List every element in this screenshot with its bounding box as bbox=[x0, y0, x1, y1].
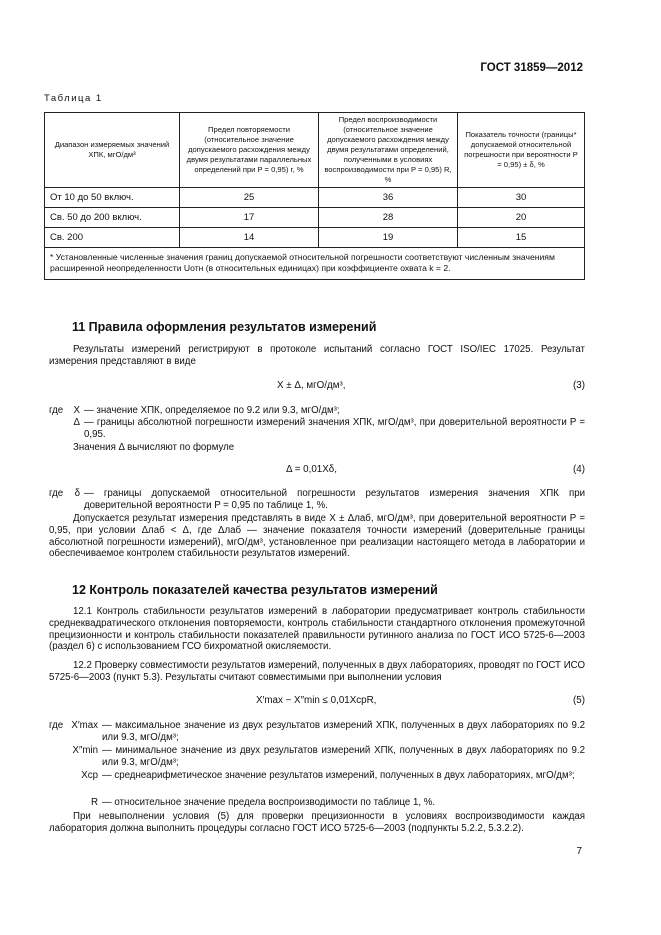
cell-range: Св. 200 bbox=[45, 228, 180, 248]
cell-delta: 30 bbox=[458, 188, 585, 208]
cell-r: 14 bbox=[180, 228, 319, 248]
table-header-row bbox=[45, 113, 585, 188]
table-caption: Таблица 1 bbox=[44, 93, 103, 104]
section-12-title: 12 Контроль показателей качества результатов измерений bbox=[72, 583, 438, 597]
table-footnote-row bbox=[45, 248, 585, 280]
standard-header: ГОСТ 31859—2012 bbox=[480, 62, 583, 74]
where-label: где bbox=[49, 405, 64, 416]
symbol-xavg: Xср bbox=[81, 770, 98, 781]
table-row bbox=[45, 208, 585, 228]
symbol-delta: Δ bbox=[73, 417, 80, 428]
symbol-x: X bbox=[73, 405, 80, 416]
symbol-r: R bbox=[91, 797, 98, 808]
symbol-xmax: X′max bbox=[71, 720, 98, 731]
paragraph: 12.2 Проверку совместимости результатов измерений, полученных в двух лабораториях, проводят по ГОСТ ИСО 5725-6—2003 (пункт 5.3). Результаты считают совместимыми при выполнении условия bbox=[49, 660, 585, 683]
cell-range: Св. 50 до 200 включ. bbox=[45, 208, 180, 228]
formula-3: X ± Δ, мгО/дм³, bbox=[277, 380, 346, 391]
paragraph: Допускается результат измерения представлять в виде X ± Δлаб, мгО/дм³, при доверительной вероятности P = 0,95, при условии Δлаб < Δ, где Δлаб — значение показателя точности измерений (доверительные границы абсолютной погрешности измерений), мгО/дм³, установленное при реализации настоящего метода в лаборатории и обеспечиваемое контролем стабильности результатов измерений. bbox=[49, 513, 585, 560]
definition-xavg: — среднеарифметическое значение результатов измерений, полученных в двух лабораториях, мгО/дм³; bbox=[102, 770, 575, 781]
formula-4-number: (4) bbox=[573, 464, 585, 475]
definition-r: — относительное значение предела воспроизводимости по таблице 1, %. bbox=[102, 797, 436, 808]
cell-R: 36 bbox=[319, 188, 458, 208]
section-11-title: 11 Правила оформления результатов измерений bbox=[72, 320, 377, 334]
symbol-xmin: X″min bbox=[72, 745, 98, 756]
header-accuracy: Показатель точности (границы* допускаемой относительной погрешности при вероятности P = 0,95) ± δ, % bbox=[458, 113, 585, 188]
cell-range: От 10 до 50 включ. bbox=[45, 188, 180, 208]
paragraph: 12.1 Контроль стабильности результатов измерений в лаборатории предусматривает контроль стабильности среднеквадратического отклонения повторяемости, контроль стабильности стандартного отклонения промежуточной прецизионности и контроль стабильности показателей правильности рутинного анализа по ГОСТ ИСО 5725-6—2003 (раздел 6) с использованием ГСО бихроматной окисляемости. bbox=[49, 606, 585, 653]
cell-delta: 20 bbox=[458, 208, 585, 228]
formula-5: X′max − X″min ≤ 0,01XсрR, bbox=[256, 695, 377, 706]
symbol-delta-small: δ bbox=[74, 488, 80, 499]
table-row bbox=[45, 188, 585, 208]
header-reproducibility: Предел воспроизводимости (относительное значение допускаемого расхождения между двумя результатами определений, полученными в условиях воспроизводимости при P = 0,95) R, % bbox=[319, 113, 458, 188]
formula-5-number: (5) bbox=[573, 695, 585, 706]
where-label: где bbox=[49, 720, 64, 731]
cell-R: 19 bbox=[319, 228, 458, 248]
cell-R: 28 bbox=[319, 208, 458, 228]
paragraph: Результаты измерений регистрируют в протоколе испытаний согласно ГОСТ ISO/IEC 17025. Результат измерения представляют в виде bbox=[49, 344, 585, 367]
where-label: где bbox=[49, 488, 64, 499]
definition-x: — значение ХПК, определяемое по 9.2 или 9.3, мгО/дм³; bbox=[84, 405, 340, 416]
formula-4: Δ = 0,01Xδ, bbox=[286, 464, 337, 475]
header-range: Диапазон измеряемых значений ХПК, мгО/дм³ bbox=[45, 113, 180, 188]
definition-xmin: — минимальное значение из двух результатов измерений ХПК, полученных в двух лабораториях по 9.2 или 9.3, мгО/дм³; bbox=[102, 745, 585, 768]
precision-table bbox=[44, 112, 585, 280]
cell-delta: 15 bbox=[458, 228, 585, 248]
paragraph: Значения Δ вычисляют по формуле bbox=[73, 442, 235, 453]
definition-delta: — границы абсолютной погрешности измерений значения ХПК, мгО/дм³, при доверительной вероятности P = 0,95. bbox=[84, 417, 585, 440]
table-footnote: * Установленные численные значения границ допускаемой относительной погрешности соответствуют численным значениям расширенной неопределенности Uотн (в относительных единицах) при коэффициенте охвата k = 2. bbox=[45, 248, 585, 280]
cell-r: 17 bbox=[180, 208, 319, 228]
header-repeatability: Предел повторяемости (относительное значение допускаемого расхождения между двумя результатами параллельных определений при P = 0,95) r, % bbox=[180, 113, 319, 188]
definition-delta-small: — границы допускаемой относительной погрешности результатов измерения значения ХПК при доверительной вероятности P = 0,95 по таблице 1, %. bbox=[84, 488, 585, 511]
cell-r: 25 bbox=[180, 188, 319, 208]
table-row bbox=[45, 228, 585, 248]
definition-xmax: — максимальное значение из двух результатов измерений ХПК, полученных в двух лабораториях по 9.2 или 9.3, мгО/дм³; bbox=[102, 720, 585, 743]
paragraph: При невыполнении условия (5) для проверки прецизионности в условиях воспроизводимости каждая лаборатория должна выполнить процедуры согласно ГОСТ ИСО 5725-6—2003 (подпункты 5.2.2, 5.3.2.2). bbox=[49, 811, 585, 834]
page-number: 7 bbox=[576, 846, 582, 857]
formula-3-number: (3) bbox=[573, 380, 585, 391]
